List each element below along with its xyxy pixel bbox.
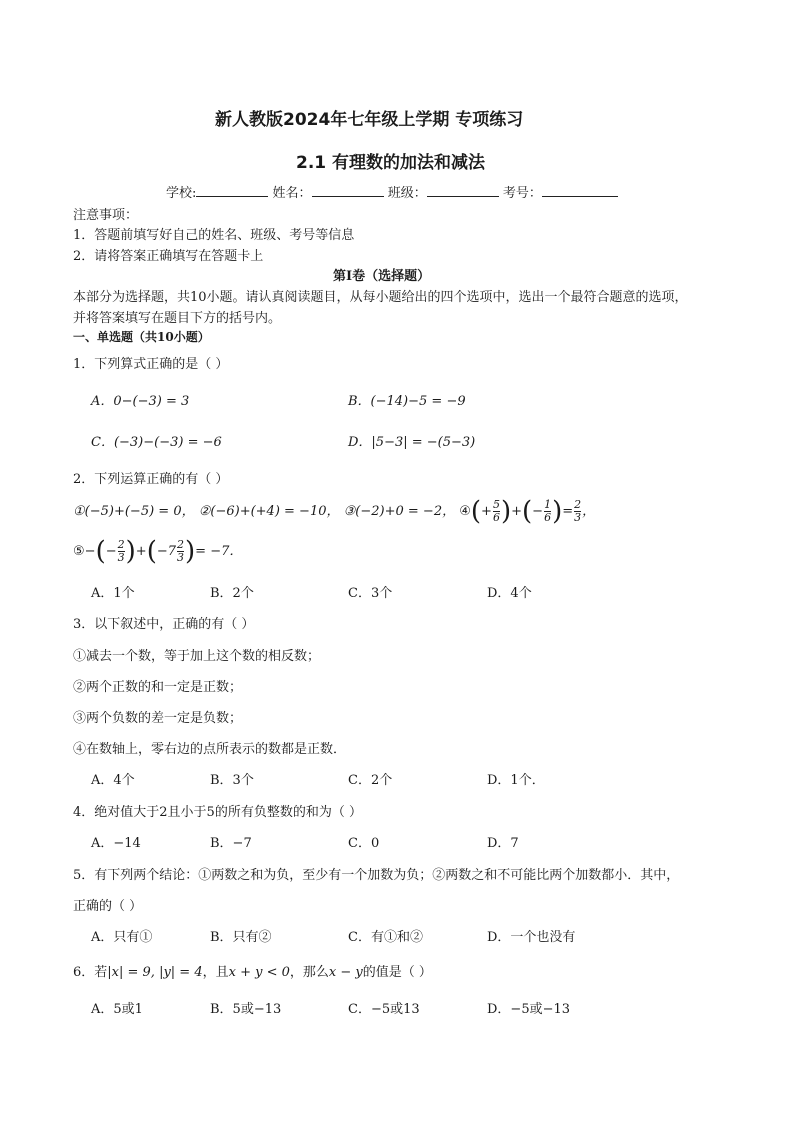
q2-expr-3: ③(−2)+0 = −2， (343, 504, 456, 519)
q2-expr-1: ①(−5)+(−5) = 0， (73, 504, 195, 519)
page-subtitle: 2.1 有理数的加法和减法 (296, 153, 486, 173)
name-label: 姓名： (272, 186, 312, 201)
q4-option-a[interactable]: A．−14 (91, 836, 141, 851)
q2-option-d[interactable]: D．4个 (487, 586, 532, 601)
exam-number-field[interactable] (542, 183, 618, 197)
class-label: 班级： (387, 186, 427, 201)
q3-statement: ③两个负数的差一定是负数； (73, 711, 243, 726)
q2-expressions-row1 (73, 497, 595, 527)
q6-option-c[interactable]: C．−5或13 (348, 1002, 420, 1017)
q5-option-a[interactable]: A．只有① (91, 930, 153, 945)
school-label: 学校: (166, 186, 197, 201)
question-6-stem (73, 961, 432, 980)
q4-option-d[interactable]: D．7 (487, 836, 519, 851)
q3-statement: ①减去一个数，等于加上这个数的相反数； (73, 649, 321, 664)
q4-option-b[interactable]: B．−7 (210, 836, 252, 851)
notes-heading: 注意事项： (73, 208, 139, 223)
q3-statement: ④在数轴上，零右边的点所表示的数都是正数． (73, 742, 347, 757)
q3-option-d[interactable]: D．1个． (487, 773, 545, 788)
q1-option-c[interactable]: C．(−3)−(−3) = −6 (91, 435, 222, 450)
q6-option-a[interactable]: A．5或1 (91, 1002, 143, 1017)
q2-expressions-row2 (73, 537, 242, 567)
question-2-stem: 2．下列运算正确的有（ ） (73, 472, 229, 487)
section-intro: 本部分为选择题，共10小题。请认真阅读题目，从每小题给出的四个选项中，选出一个最符合题意的选项， (73, 290, 688, 305)
exam-number-label: 考号： (502, 186, 542, 201)
q2-option-b[interactable]: B．2个 (210, 586, 254, 601)
class-field[interactable] (427, 183, 499, 197)
q6-prefix: 6．若 (73, 965, 108, 980)
q4-option-c[interactable]: C．0 (348, 836, 380, 851)
q5-option-d[interactable]: D．一个也没有 (487, 930, 576, 945)
info-fields (166, 182, 618, 201)
q3-statement: ②两个正数的和一定是正数； (73, 680, 243, 695)
q6-expression: x − y (328, 965, 363, 980)
note-item: 2．请将答案正确填写在答题卡上 (73, 249, 264, 264)
q3-option-b[interactable]: B．3个 (210, 773, 254, 788)
q1-option-d[interactable]: D．|5−3| = −(5−3) (348, 435, 476, 450)
q1-option-a[interactable]: A．0−(−3) = 3 (91, 394, 190, 409)
name-field[interactable] (312, 183, 384, 197)
q2-option-a[interactable]: A．1个 (91, 586, 135, 601)
q2-option-c[interactable]: C．3个 (348, 586, 393, 601)
q2-expr-2: ②(−6)+(+4) = −10， (198, 504, 340, 519)
q6-suffix: 的值是（ ） (362, 965, 432, 980)
q6-option-b[interactable]: B．5或−13 (210, 1002, 282, 1017)
q6-option-d[interactable]: D．−5或−13 (487, 1002, 571, 1017)
question-3-stem: 3．以下叙述中，正确的有（ ） (73, 617, 255, 632)
q5-option-b[interactable]: B．只有② (210, 930, 272, 945)
q2-expr-5: ⑤−(− $\frac{2}{3}$ )+(−7 $\frac{2}{3}$ )= −7． (73, 536, 243, 567)
note-item: 1．答题前填写好自己的姓名、班级、考号等信息 (73, 228, 355, 243)
q6-inequality: x + y < 0 (228, 965, 290, 980)
question-1-stem: 1．下列算式正确的是（ ） (73, 357, 229, 372)
page-title: 新人教版2024年七年级上学期 专项练习 (215, 110, 524, 130)
part-heading: 一、单选题（共10小题） (73, 330, 210, 344)
q1-option-b[interactable]: B．(−14)−5 = −9 (348, 394, 466, 409)
section-intro: 并将答案填写在题目下方的括号内。 (73, 311, 282, 326)
q2-expr-4: ④(+ $\frac{5}{6}$ )+(− $\frac{1}{6}$ )= $\frac{2}{3}$ ， (459, 496, 596, 527)
q3-option-a[interactable]: A．4个 (91, 773, 135, 788)
school-field[interactable] (196, 183, 268, 197)
question-5-stem: 5．有下列两个结论：①两数之和为负，至少有一个加数为负；②两数之和不可能比两个加数都小．其中， (73, 868, 680, 883)
q6-condition: |x| = 9, |y| = 4 (107, 965, 203, 980)
question-4-stem: 4．绝对值大于2且小于5的所有负整数的和为（ ） (73, 805, 362, 820)
question-5-stem-cont: 正确的（ ） (73, 899, 143, 914)
q6-mid: ，且 (202, 965, 229, 980)
q5-option-c[interactable]: C．有①和② (348, 930, 423, 945)
section-title: 第I卷（选择题） (333, 269, 431, 284)
q6-mid2: ，那么 (289, 965, 329, 980)
q3-option-c[interactable]: C．2个 (348, 773, 393, 788)
